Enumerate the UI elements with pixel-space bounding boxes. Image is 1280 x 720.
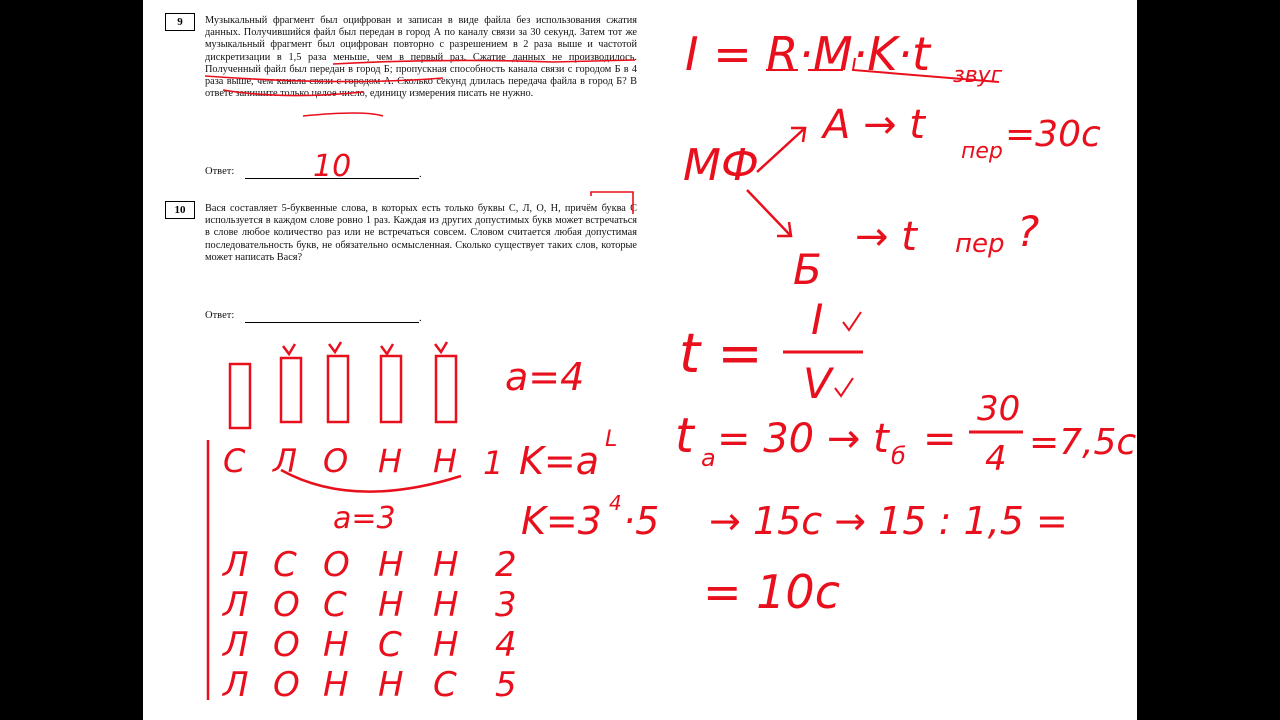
tb-result: =7,5c [1029, 422, 1137, 463]
permutation-letter: Н [433, 545, 459, 585]
slot-boxes [230, 342, 456, 428]
row-number-1: 1 [483, 444, 504, 482]
question-9-answer-label: Ответ: [205, 166, 235, 177]
permutation-letter: С [433, 665, 457, 705]
permutation-letter: Л [223, 585, 249, 625]
permutation-row-number: 3 [495, 585, 517, 625]
question-10-answer-dot: . [419, 312, 422, 324]
permutation-letter: Н [323, 625, 349, 665]
permutation-letter: О [273, 585, 300, 625]
permutation-rows [221, 545, 517, 705]
permutation-letter: Л [223, 545, 249, 585]
route-b: → t [855, 214, 917, 260]
t-formula-checkmarks [835, 312, 861, 396]
tb-numerator: 30 [977, 389, 1021, 429]
calc-chain: → 15c → 15 : 1,5 = [709, 499, 1068, 543]
route-b-letter: Б [793, 245, 822, 294]
mf-label: МФ [683, 140, 759, 191]
k-multiplier: ·5 [623, 499, 660, 543]
handwriting-layer [143, 0, 1137, 720]
ta-subscript: a [701, 444, 716, 472]
t-formula-lhs: t = [679, 322, 763, 385]
permutation-letter: С [273, 545, 297, 585]
permutation-letter: Н [378, 545, 404, 585]
arrow-to-b [747, 190, 791, 236]
worksheet-page [143, 0, 1137, 720]
t-formula-denominator: V [803, 359, 832, 408]
permutation-row-number: 4 [495, 625, 517, 665]
question-9-answer-value: 10 [313, 149, 352, 184]
route-a-subscript: пер [961, 139, 1003, 164]
permutation-letter: Н [323, 665, 349, 705]
question-10-answer-label: Ответ: [205, 310, 235, 321]
permutation-letter: О [273, 665, 300, 705]
question-9-text: Музыкальный фрагмент был оцифрован и записан в виде файла без использования сжатия данных. Получившийся файл был передан в город А по каналу связи за 30 секунд. Затем тот же музыкальный фрагмент был оцифрован повторно с разрешением в 2 раза выше и частотой дискретизации в 1,5 раза меньше, чем в первый раз. Сжатие данных не производилось. Полученный файл был передан в город Б; пропускная способность канала связи с городом Б в 4 раза выше, чем канала связи с городом А. Сколько секунд длилась передача файла в город Б? В ответе запишите только целое число, единицу измерения писать не нужно. [205, 15, 637, 100]
ta-value: = 30 → t [717, 416, 889, 462]
permutation-letter: Н [378, 665, 404, 705]
underline-marks [205, 60, 635, 214]
formula-i: I = R·M·K·t [685, 27, 931, 81]
tb-equals: = [923, 416, 957, 462]
question-9-answer-dot: . [419, 168, 422, 180]
a-equals-3: a=3 [333, 501, 396, 536]
permutation-row-number: 5 [495, 665, 517, 705]
question-10-text: Вася составляет 5-буквенные слова, в которых есть только буквы С, Л, О, Н, причём буква С используется в каждом слове ровно 1 раз. Каждая из других допустимых букв может встречаться в слове любое количество раз или не встречаться совсем. Словом считается любая допустимая последовательность букв, не обязательно осмысленная. Сколько существует таких слов, которые может написать Вася? [205, 203, 637, 263]
permutation-letter: О [273, 625, 300, 665]
letter-row-1-cell: Л [273, 442, 298, 480]
letter-row-1-cell: С [223, 442, 246, 480]
tb-denominator: 4 [985, 439, 1007, 479]
permutation-letter: Н [433, 585, 459, 625]
question-10-number: 10 [165, 201, 195, 219]
k-line: K=3 [521, 499, 602, 543]
arrow-to-a [757, 128, 805, 172]
permutation-letter: Н [378, 585, 404, 625]
permutation-row-number: 2 [495, 545, 517, 585]
a-equals-4: a=4 [505, 355, 585, 399]
permutation-letter: Л [223, 665, 249, 705]
permutation-letter: С [378, 625, 402, 665]
k-formula-exponent: L [605, 427, 618, 452]
route-a: A → t [823, 102, 925, 148]
permutation-letter: О [323, 545, 350, 585]
permutation-letter: С [323, 585, 347, 625]
tb-subscript: б [891, 442, 906, 470]
route-b-question: ? [1017, 207, 1040, 256]
k-formula: K=a [519, 439, 600, 483]
letter-row-1-cell: Н [378, 442, 403, 480]
k-exponent: 4 [609, 491, 622, 515]
permutation-letter: Н [433, 625, 459, 665]
letter-row-1-cell: Н [433, 442, 458, 480]
route-b-subscript: пер [955, 229, 1005, 259]
letter-row-1-cell: О [323, 442, 349, 480]
formula-i-subscript: звуг [953, 63, 1003, 88]
letter-row-1 [223, 442, 457, 480]
permutation-letter: Л [223, 625, 249, 665]
route-a-value: =30c [1005, 114, 1101, 155]
ta-line: t [675, 408, 694, 464]
final-result: = 10c [703, 565, 840, 619]
t-formula-numerator: I [811, 295, 824, 344]
question-9-number: 9 [165, 13, 195, 31]
